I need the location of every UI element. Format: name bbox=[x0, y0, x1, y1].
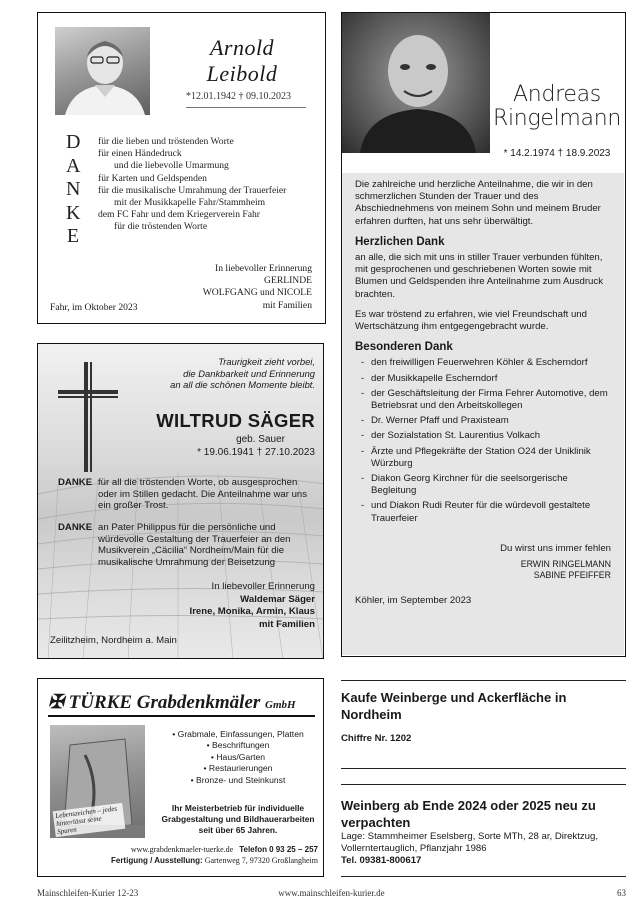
sign-intro: In liebevoller Erinnerung bbox=[211, 581, 315, 592]
divider bbox=[341, 768, 626, 769]
quote bbox=[143, 356, 315, 391]
thanks-block-1 bbox=[58, 477, 318, 512]
thanks-line: und die liebevolle Umarmung bbox=[114, 160, 229, 172]
chiffre-number: Chiffre Nr. 1202 bbox=[341, 733, 412, 744]
danke-letter: D bbox=[66, 131, 81, 153]
signature bbox=[158, 263, 312, 312]
name-last: Leibold bbox=[206, 61, 278, 86]
portrait-silhouette bbox=[55, 27, 150, 115]
divider bbox=[341, 680, 626, 681]
name-first: Arnold bbox=[209, 35, 275, 60]
ad-tuerke bbox=[37, 678, 324, 877]
thanks-list bbox=[355, 357, 611, 524]
divider bbox=[186, 107, 306, 108]
publication-website[interactable]: www.mainschleifen-kurier.de bbox=[278, 888, 385, 898]
danke-letter: K bbox=[66, 201, 81, 224]
life-dates: *12.01.1942 † 09.10.2023 bbox=[186, 91, 291, 102]
signature bbox=[355, 559, 611, 581]
thanks-lines bbox=[98, 136, 323, 234]
danke-vertical bbox=[66, 131, 80, 249]
thanks-line: für die lieben und tröstenden Worte bbox=[98, 136, 234, 147]
thanks-text: an Pater Philippus für die persönliche und würdevolle Gestaltung der Trauerfeier an den Musikverein „Cäcilia“ Nordheim/Main für die musikalische Umrahmung der Beisetzung bbox=[98, 522, 291, 568]
phone-number[interactable]: 0 93 25 – 257 bbox=[269, 845, 318, 854]
name-first: Andreas bbox=[513, 82, 601, 107]
contact-info bbox=[48, 845, 318, 866]
service-item: • Haus/Garten bbox=[158, 752, 318, 763]
sign-name: Irene, Monika, Armin, Klaus bbox=[189, 606, 315, 617]
classified-weinberge bbox=[341, 690, 626, 744]
list-item: - der Geschäftsleitung der Firma Fehrer Automotive, dem Betriebsrat und den Arbeitskollegen bbox=[361, 388, 611, 412]
life-dates: * 19.06.1941 † 27.10.2023 bbox=[197, 447, 315, 458]
obituary-ringelmann bbox=[341, 12, 626, 657]
cross-icon bbox=[58, 362, 118, 472]
quote-line: an all die schönen Momente bleibt. bbox=[170, 379, 315, 390]
list-item: - und Diakon Rudi Reuter für die würdevoll gestaltete Trauerfeier bbox=[361, 500, 611, 524]
thanks-line: mit der Musikkapelle Fahr/Stammheim bbox=[114, 197, 266, 209]
thanks-line: dem FC Fahr und dem Kriegerverein Fahr bbox=[98, 209, 260, 221]
quote-line: Traurigkeit zieht vorbei, bbox=[218, 356, 315, 367]
list-item: - der Sozialstation St. Laurentius Volkach bbox=[361, 430, 611, 442]
quote-line: die Dankbarkeit und Erinnerung bbox=[183, 367, 315, 379]
services-list bbox=[158, 729, 318, 786]
classified-body: Lage: Stammheimer Eselsberg, Sorte MTh, 28 ar, Direktzug, Vollerntertauglich, Pflanzjahr 1986 bbox=[341, 831, 599, 855]
intro-paragraph: Die zahlreiche und herzliche Anteilnahme, die wir in den schmerzlichen Stunden der Trauer und des Abschiednehmens von meinem Sohn und meinem Bruder erfahren durften, hat uns sehr überwältigt. bbox=[355, 179, 601, 227]
company-claim: Ihr Meisterbetrieb für individuelle Grabgestaltung und Bildhauerarbeiten seit über 65 Jahren. bbox=[161, 803, 315, 835]
obituary-text bbox=[342, 173, 624, 655]
closing-line: Du wirst uns immer fehlen bbox=[500, 542, 611, 554]
page-number: 63 bbox=[617, 888, 626, 898]
sign-name: SABINE PFEIFFER bbox=[533, 570, 611, 581]
danke-letter: E bbox=[66, 225, 80, 247]
address: Gartenweg 7, 97320 Großlangheim bbox=[204, 855, 318, 865]
website-link[interactable]: www.grabdenkmaeler-tuerke.de bbox=[130, 845, 234, 854]
sign-name: GERLINDE bbox=[264, 275, 312, 287]
place-date: Köhler, im September 2023 bbox=[355, 595, 472, 607]
danke-label: DANKE bbox=[58, 477, 93, 488]
obituary-saeger bbox=[37, 343, 324, 659]
service-item: • Grabmale, Einfassungen, Platten bbox=[158, 729, 318, 740]
sign-name: mit Familien bbox=[259, 618, 315, 630]
sign-name: WOLFGANG und NICOLE bbox=[202, 287, 312, 299]
place-date: Fahr, im Oktober 2023 bbox=[50, 302, 138, 313]
heading-thanks: Herzlichen Dank bbox=[355, 235, 445, 248]
company-logo bbox=[48, 691, 315, 714]
logo-cross-icon: ✠ bbox=[48, 692, 64, 713]
gravestone-photo bbox=[50, 725, 145, 838]
danke-letter: N bbox=[66, 178, 81, 200]
danke-letter: A bbox=[66, 154, 81, 177]
list-item: - Ärzte und Pflegekräfte der Station O24 der Uniklinik Würzburg bbox=[361, 446, 611, 470]
list-item: - Diakon Georg Kirchner für die seelsorgerische Begleitung bbox=[361, 473, 611, 497]
service-item: • Bronze- und Steinkunst bbox=[158, 775, 318, 786]
thanks-block-2 bbox=[58, 522, 318, 568]
classified-weinberg-pacht bbox=[341, 798, 626, 868]
obituary-leibold bbox=[37, 12, 326, 324]
classified-title: Weinberg ab Ende 2024 oder 2025 neu zu verpachten bbox=[341, 798, 596, 830]
service-item: • Beschriftungen bbox=[158, 740, 318, 751]
thanks-line: für einen Händedruck bbox=[98, 148, 182, 160]
sign-name: Waldemar Säger bbox=[240, 593, 315, 605]
name-last: Ringelmann bbox=[493, 106, 621, 131]
danke-label: DANKE bbox=[58, 522, 93, 533]
place: Zeilitzheim, Nordheim a. Main bbox=[50, 635, 177, 646]
list-item: - der Musikkapelle Escherndorf bbox=[361, 373, 611, 385]
deceased-name: WILTRUD SÄGER bbox=[156, 410, 315, 431]
paragraph: an alle, die sich mit uns in stiller Trauer verbunden fühlten, mit gesprochenen und geschriebenen Worten sowie mit Blumen und Geldspenden ihre Anteilnahme zum Ausdruck brachten. bbox=[355, 252, 603, 300]
sign-intro: In liebevoller Erinnerung bbox=[215, 263, 312, 274]
signature bbox=[138, 581, 315, 631]
portrait-silhouette bbox=[342, 13, 490, 153]
thanks-line: für Karten und Geldspenden bbox=[98, 172, 207, 184]
thanks-line: für die tröstenden Worte bbox=[114, 221, 208, 233]
company-suffix: GmbH bbox=[265, 699, 296, 711]
divider bbox=[341, 876, 626, 877]
paragraph: Es war tröstend zu erfahren, wie viel Freundschaft und Wertschätzung ihm entgegengebracht wurde. bbox=[355, 308, 587, 333]
divider bbox=[48, 715, 315, 717]
divider bbox=[341, 784, 626, 785]
portrait-photo-leibold bbox=[55, 27, 150, 115]
sign-name: ERWIN RINGELMANN bbox=[520, 559, 611, 570]
life-dates: * 14.2.1974 † 18.9.2023 bbox=[503, 148, 611, 159]
deceased-name bbox=[492, 83, 622, 131]
heading-special-thanks: Besonderen Dank bbox=[355, 341, 453, 354]
thanks-line: für die musikalische Umrahmung der Trauerfeier bbox=[98, 184, 287, 196]
portrait-photo-ringelmann bbox=[342, 13, 490, 153]
thanks-text: für all die tröstenden Worte, ob ausgesprochen oder im Stillen gedacht. Die Anteilnahme war uns ein großer Trost. bbox=[98, 477, 308, 512]
address-label: Fertigung / Ausstellung: bbox=[110, 855, 203, 865]
sign-name: mit Familien bbox=[262, 299, 312, 311]
publication-name: Mainschleifen-Kurier 12-23 bbox=[37, 888, 139, 898]
phone-number[interactable]: Tel. 09381-800617 bbox=[341, 855, 422, 867]
photo-caption: Lebenszeichen – jedes hinterlässt seine Spuren bbox=[53, 803, 126, 837]
company-name: TÜRKE Grabdenkmäler bbox=[68, 692, 261, 713]
service-item: • Restaurierungen bbox=[158, 763, 318, 774]
maiden-name: geb. Sauer bbox=[236, 434, 285, 445]
deceased-name bbox=[163, 35, 321, 87]
list-item: - den freiwilligen Feuerwehren Köhler & Escherndorf bbox=[361, 357, 611, 369]
classified-title: Kaufe Weinberge und Ackerfläche in Nordheim bbox=[341, 690, 567, 722]
list-item: - Dr. Werner Pfaff und Praxisteam bbox=[361, 415, 611, 427]
phone-label: Telefon bbox=[239, 845, 268, 854]
